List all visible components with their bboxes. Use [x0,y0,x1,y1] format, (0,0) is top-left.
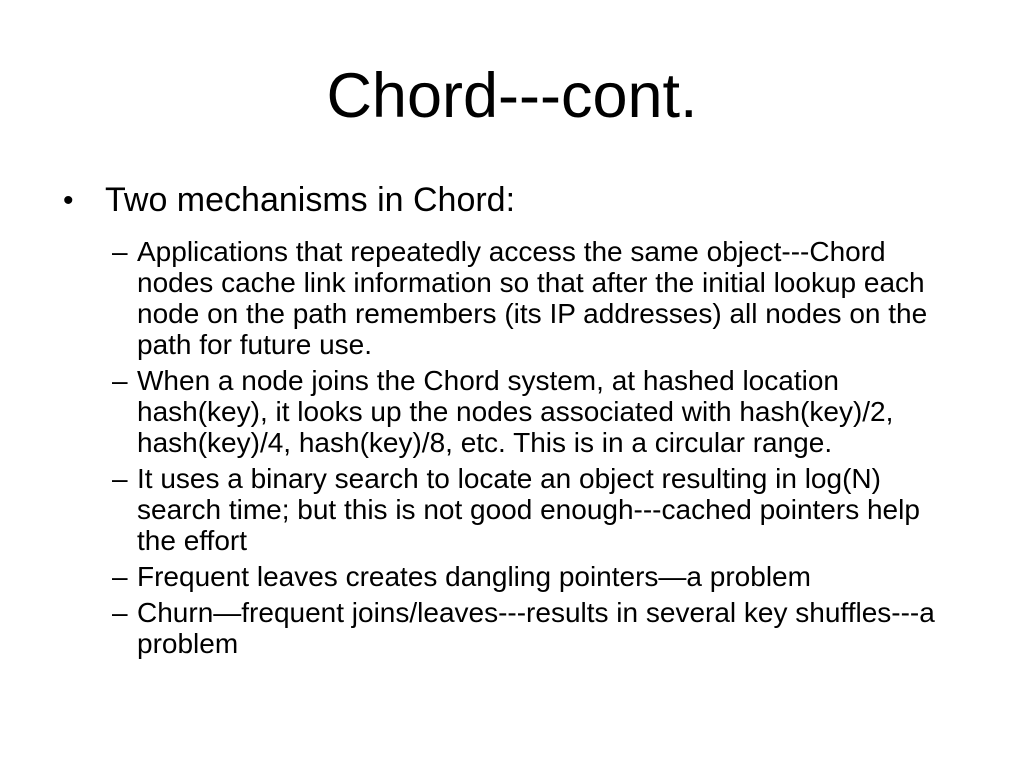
sub-bullet-item [0,365,1024,458]
sub-bullet-item [0,561,1024,592]
sub-bullet-text: Frequent leaves creates dangling pointers—a problem [137,561,811,592]
sub-bullet-item [0,463,1024,556]
sub-bullet-item [0,597,1024,659]
slide-title: Chord---cont. [326,61,698,131]
dash-marker: – [112,365,128,396]
sub-bullet-text: When a node joins the Chord system, at hashed location hash(key), it looks up the nodes associated with hash(key)/2, hash(key)/4, hash(key)/8, etc. This is in a circular range. [137,365,894,458]
sub-bullet-text: Churn—frequent joins/leaves---results in several key shuffles---a problem [137,597,935,659]
sub-bullet-text: It uses a binary search to locate an object resulting in log(N) search time; but this is not good enough---cached pointers help the effort [137,463,920,556]
bullet-marker: • [63,184,74,217]
dash-marker: – [112,463,128,494]
slide-body [0,181,1024,659]
sub-bullet-list [0,236,1024,659]
sub-bullet-item [0,236,1024,360]
dash-marker: – [112,236,128,267]
sub-bullet-text: Applications that repeatedly access the same object---Chord nodes cache link information so that after the initial lookup each node on the path remembers (its IP addresses) all nodes on the path for future use. [137,236,928,360]
bullet-text: Two mechanisms in Chord: [105,181,516,219]
dash-marker: – [112,597,128,628]
dash-marker: – [112,561,128,592]
bullet-item [0,181,1024,220]
